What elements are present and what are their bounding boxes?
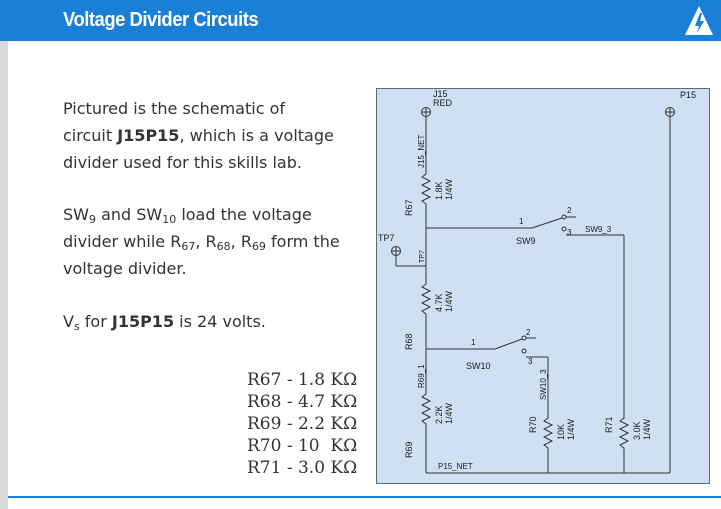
intro-line-3: divider used for this skills lab. (63, 153, 302, 172)
svg-text:1: 1 (471, 338, 476, 347)
resistor-item: R70 - 10 KΩ (247, 436, 358, 456)
sw10-net-label: SW10_3 (539, 369, 548, 400)
svg-text:TP7: TP7 (419, 250, 426, 263)
p15-label: P15 (680, 90, 697, 100)
svg-text:4.7K: 4.7K (434, 293, 444, 312)
circuit-name: J15P15 (111, 312, 175, 331)
svg-text:2: 2 (526, 328, 531, 337)
svg-text:3.0K: 3.0K (632, 421, 642, 440)
svg-text:R69: R69 (404, 441, 414, 458)
resistor-item: R71 - 3.0 KΩ (247, 458, 358, 478)
j15-net-label: J15_NET (417, 134, 426, 168)
switch-line-1: $SW_9$ and $SW_{10}$ load the voltage (63, 205, 312, 226)
svg-text:1: 1 (519, 217, 524, 226)
svg-text:R68: R68 (404, 333, 414, 350)
voltage-paragraph: $V_s$ for J15P15 is 24 volts. (63, 312, 266, 333)
svg-text:3: 3 (528, 357, 533, 366)
r69-net-label: R69_1 (417, 364, 426, 388)
resistor-item: R68 - 4.7 KΩ (247, 392, 358, 412)
svg-text:R71: R71 (604, 416, 614, 433)
resistor-item: R67 - 1.8 KΩ (247, 370, 358, 390)
switch-line-2: divider while $R_{67}$, $R_{68}$, $R_{69}$ form the (63, 232, 340, 253)
svg-text:1/4W: 1/4W (444, 290, 454, 312)
left-edge-strip (0, 0, 8, 509)
svg-text:2.2K: 2.2K (434, 405, 444, 424)
svg-text:1/4W: 1/4W (566, 418, 576, 440)
sw9-label: SW9 (516, 236, 536, 246)
ab-logo-icon (683, 4, 715, 38)
svg-text:R70: R70 (528, 416, 538, 433)
red-label: RED (433, 98, 453, 108)
intro-line-1: Pictured is the schematic of (63, 99, 286, 118)
svg-text:1.8K: 1.8K (434, 181, 444, 200)
title-bar (0, 0, 721, 41)
resistor-list (247, 369, 357, 479)
p15-net-label: P15_NET (438, 462, 473, 471)
j15-label: J15 (433, 89, 448, 99)
intro-line-2: circuit J15P15, which is a voltage (63, 126, 334, 145)
sw9-net-label: SW9_3 (585, 225, 612, 234)
switch-paragraph (63, 201, 340, 282)
circuit-name: J15P15 (117, 126, 180, 145)
page-title: Voltage Divider Circuits (63, 9, 259, 31)
svg-text:1/4W: 1/4W (444, 402, 454, 424)
svg-text:1/4W: 1/4W (444, 178, 454, 200)
intro-paragraph (63, 95, 334, 176)
svg-text:10K: 10K (556, 423, 566, 440)
schematic-diagram (376, 88, 710, 484)
svg-text:R67: R67 (404, 199, 414, 216)
resistor-item: R69 - 2.2 KΩ (247, 414, 358, 434)
footer-rule (8, 496, 721, 498)
svg-text:TP7: TP7 (378, 233, 395, 243)
switch-line-3: voltage divider. (63, 259, 187, 278)
svg-text:2: 2 (567, 206, 572, 215)
svg-text:3: 3 (567, 228, 572, 237)
sw10-label: SW10 (466, 361, 491, 371)
svg-text:1/4W: 1/4W (642, 418, 652, 440)
